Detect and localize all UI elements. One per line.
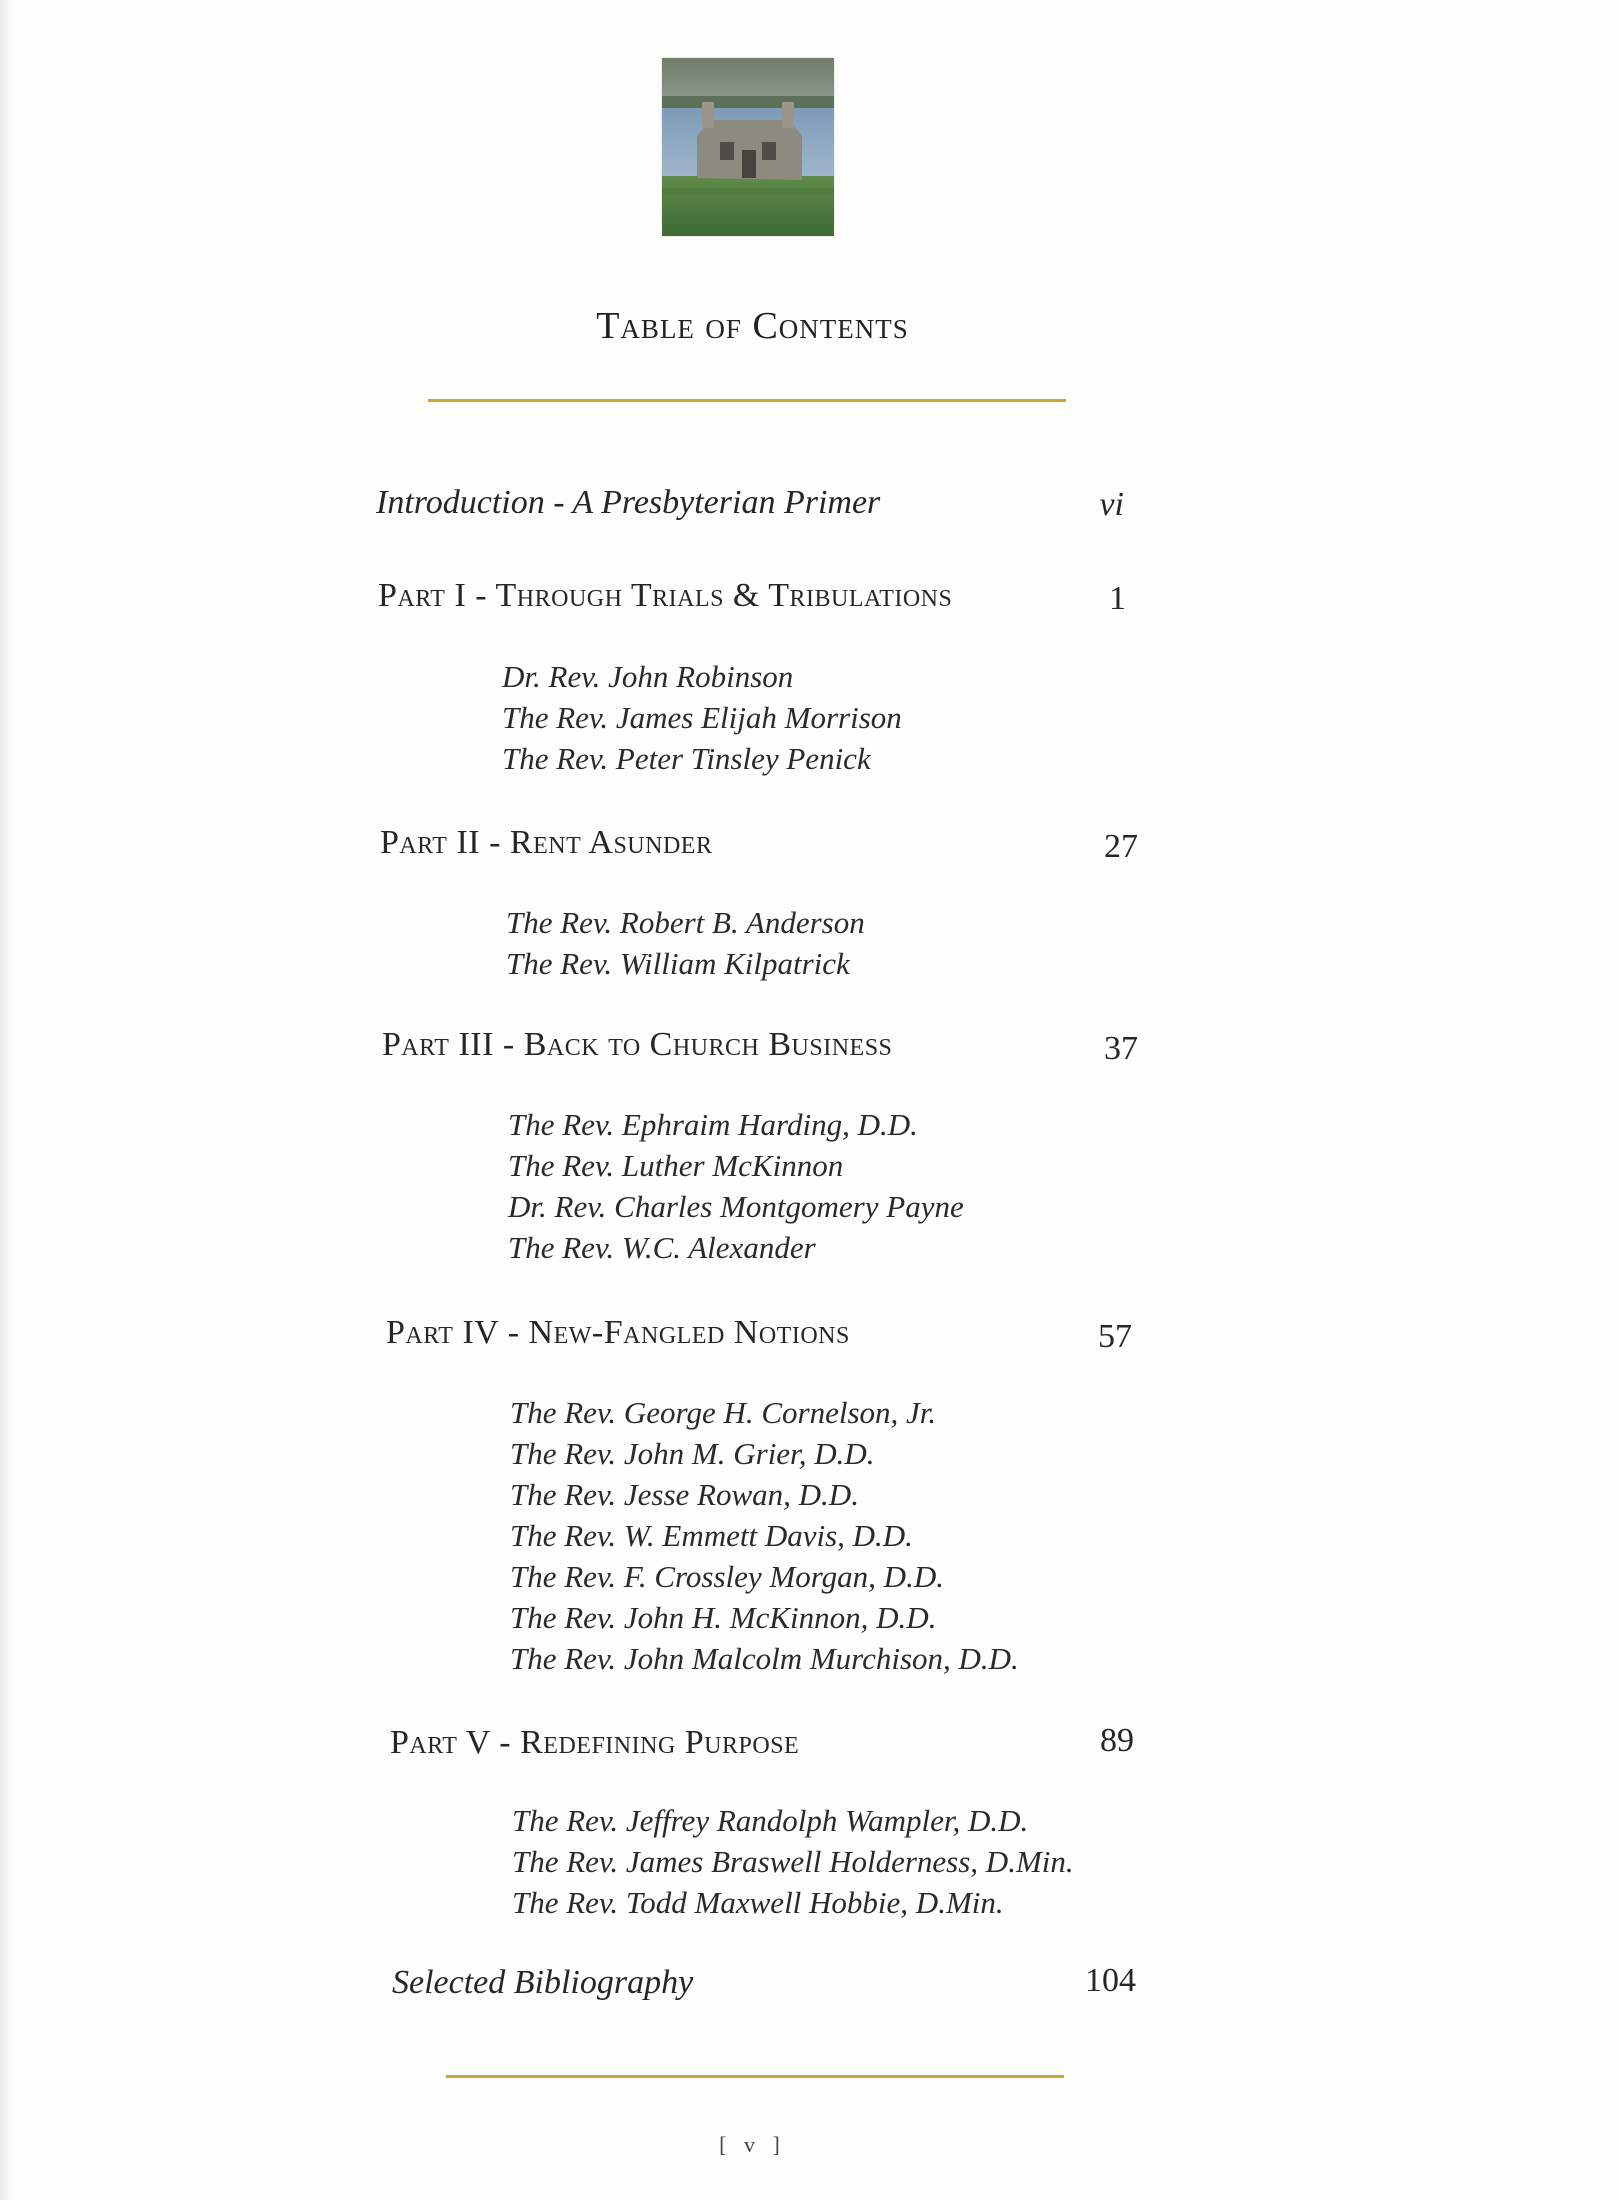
author-name: The Rev. Todd Maxwell Hobbie, D.Min. — [512, 1885, 1004, 1920]
folio-page-number: [ v ] — [719, 2132, 786, 2157]
part-1-authors — [502, 656, 902, 779]
toc-entry-part-3[interactable]: Part III - Back to Church Business — [382, 1026, 893, 1063]
author-name: Dr. Rev. John Robinson — [502, 659, 794, 694]
author-name: The Rev. Jesse Rowan, D.D. — [510, 1477, 859, 1512]
page-number-part-4: 57 — [1098, 1318, 1132, 1355]
author-name: The Rev. Luther McKinnon — [508, 1148, 844, 1183]
page-number-introduction: vi — [1099, 486, 1124, 523]
author-name: The Rev. John M. Grier, D.D. — [510, 1436, 875, 1471]
author-name: The Rev. Robert B. Anderson — [506, 905, 865, 940]
author-name: The Rev. Peter Tinsley Penick — [502, 741, 871, 776]
part-4-authors — [510, 1392, 1019, 1679]
page-number-part-2: 27 — [1104, 828, 1138, 865]
page-number-bibliography: 104 — [1085, 1962, 1136, 1999]
part-5-authors — [512, 1800, 1074, 1923]
author-name: The Rev. William Kilpatrick — [506, 946, 850, 981]
author-name: The Rev. Jeffrey Randolph Wampler, D.D. — [512, 1803, 1029, 1838]
bottom-rule — [446, 2075, 1064, 2078]
toc-entry-part-5[interactable]: Part V - Redefining Purpose — [390, 1724, 800, 1761]
toc-entry-bibliography[interactable]: Selected Bibliography — [392, 1964, 694, 2001]
author-name: The Rev. James Elijah Morrison — [502, 700, 902, 735]
page-title: Table of Contents — [596, 305, 909, 347]
author-name: Dr. Rev. Charles Montgomery Payne — [508, 1189, 964, 1224]
toc-entry-part-4[interactable]: Part IV - New-Fangled Notions — [386, 1314, 850, 1351]
author-name: The Rev. W.C. Alexander — [508, 1230, 816, 1265]
author-name: The Rev. W. Emmett Davis, D.D. — [510, 1518, 913, 1553]
toc-entry-introduction[interactable]: Introduction - A Presbyterian Primer — [376, 484, 881, 521]
author-name: The Rev. James Braswell Holderness, D.Min. — [512, 1844, 1074, 1879]
page-number-part-1: 1 — [1109, 580, 1126, 617]
toc-entry-part-1[interactable]: Part I - Through Trials & Tribulations — [378, 577, 953, 614]
author-name: The Rev. F. Crossley Morgan, D.D. — [510, 1559, 944, 1594]
author-name: The Rev. John H. McKinnon, D.D. — [510, 1600, 937, 1635]
page-number-part-3: 37 — [1104, 1030, 1138, 1067]
author-name: The Rev. Ephraim Harding, D.D. — [508, 1107, 918, 1142]
page-number-part-5: 89 — [1100, 1722, 1134, 1759]
toc-entry-part-2[interactable]: Part II - Rent Asunder — [380, 824, 713, 861]
part-2-authors — [506, 902, 865, 984]
author-name: The Rev. George H. Cornelson, Jr. — [510, 1395, 937, 1430]
author-name: The Rev. John Malcolm Murchison, D.D. — [510, 1641, 1019, 1676]
part-3-authors — [508, 1104, 964, 1268]
